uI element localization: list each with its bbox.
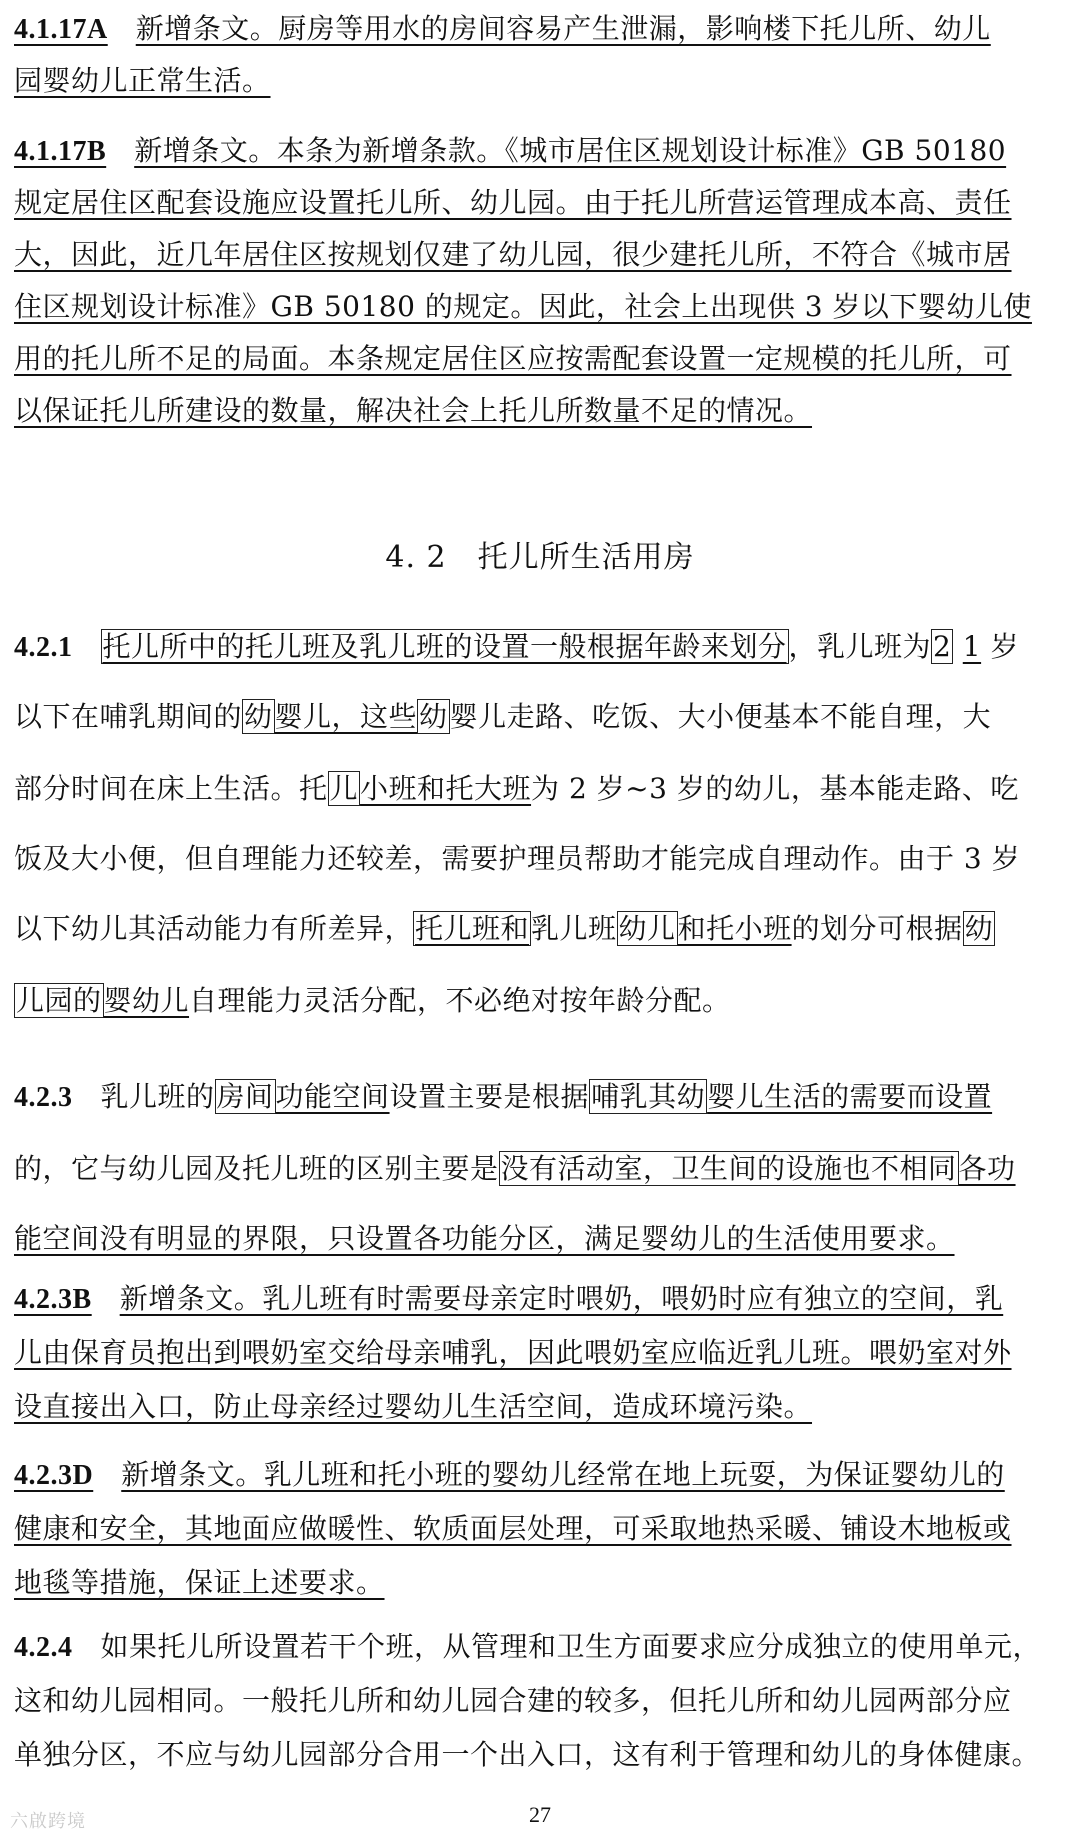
clause-text-line: 地毯等措施，保证上述要求。 [14,1566,385,1599]
clause-text-line: 园婴幼儿正常生活。 [14,64,271,97]
clause-text-line: 儿由保育员抱出到喂奶室交给母亲哺乳，因此喂奶室应临近乳儿班。喂奶室对外 [14,1336,1012,1369]
boxed-text: 哺乳其幼 [591,1080,706,1113]
boxed-text: 幼 [964,912,994,945]
clause-text-line: 设直接出入口，防止母亲经过婴幼儿生活空间，造成环境污染。 [14,1390,813,1423]
watermark: 六啟跨境 [10,1811,86,1832]
boxed-text: 儿 [329,772,359,805]
clause-text-line: 新增条文。本条为新增条款。《城市居住区规划设计标准》GB 50180 [134,134,1007,167]
clause-text-line: 健康和安全，其地面应做暖性、软质面层处理，可采取地热采暖、铺设木地板或 [14,1512,1012,1545]
clause-text-line: 单独分区，不应与幼儿园部分合用一个出入口，这有利于管理和幼儿的身体健康。 [14,1738,1041,1771]
boxed-text: 没有活动室，卫生间的设施也不相同 [500,1152,957,1185]
clause-number: 4.1.17B [14,136,107,167]
clause-number: 4.1.17A [14,14,108,45]
boxed-text: 房间 [216,1080,274,1113]
boxed-text: 幼儿 [618,912,676,945]
clause-text-line: 规定居住区配套设施应设置托儿所、幼儿园。由于托儿所营运管理成本高、责任 [14,186,1012,219]
clause-text-line: 这和幼儿园相同。一般托儿所和幼儿园合建的较多，但托儿所和幼儿园两部分应 [14,1684,1012,1717]
page-number: 27 [529,1802,551,1827]
clause-text-line: 新增条文。厨房等用水的房间容易产生泄漏，影响楼下托儿所、幼儿 [135,12,991,45]
clause-text-line: 用的托儿所不足的局面。本条规定居住区应按需配套设置一定规模的托儿所，可 [14,342,1012,375]
boxed-text: 托儿班和 [415,912,530,945]
clause-text-line: 如果托儿所设置若干个班，从管理和卫生方面要求应分成独立的使用单元， [100,1630,1042,1663]
clause-text-line: 饭及大小便，但自理能力还较差，需要护理员帮助才能完成自理动作。由于 3 岁 [14,842,1021,875]
boxed-text: 2 [933,630,952,663]
section-heading: 4. 2 托儿所生活用房 [385,540,695,575]
clause-number: 4.2.4 [14,1632,73,1663]
clause-text-line: 新增条文。乳儿班有时需要母亲定时喂奶，喂奶时应有独立的空间，乳 [119,1282,1004,1315]
boxed-text: 幼 [419,700,448,733]
clause-text-line: 新增条文。乳儿班和托小班的婴幼儿经常在地上玩耍，为保证婴幼儿的 [121,1458,1005,1491]
clause-number: 4.2.3D [14,1460,94,1491]
clause-text-line: 能空间没有明显的界限，只设置各功能分区，满足婴幼儿的生活使用要求。 [14,1222,955,1255]
clause-number: 4.2.3 [14,1082,73,1113]
clause-number: 4.2.1 [14,632,73,663]
clause-text-line: 以保证托儿所建设的数量，解决社会上托儿所数量不足的情况。 [14,394,813,427]
boxed-text: 儿园的 [16,984,102,1017]
clause-text-line: 大，因此，近几年居住区按规划仅建了幼儿园，很少建托儿所，不符合《城市居 [14,238,1012,271]
boxed-text: 托儿所中的托儿班及乳儿班的设置一般根据年龄来划分 [102,630,787,663]
clause-text-line: 住区规划设计标准》GB 50180 的规定。因此，社会上出现供 3 岁以下婴幼儿使 [14,290,1032,323]
clause-number: 4.2.3B [14,1284,92,1315]
boxed-text: 幼 [244,700,273,733]
